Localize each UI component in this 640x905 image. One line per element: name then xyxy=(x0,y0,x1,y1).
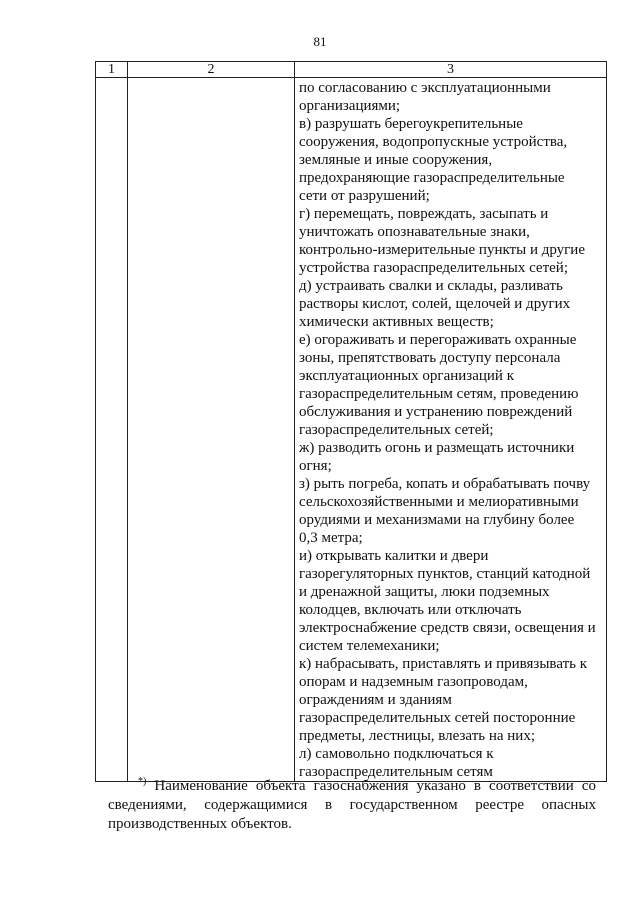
text-line: сооружения, водопропускные устройства, xyxy=(299,134,568,150)
text-line: земляные и иные сооружения, xyxy=(299,152,493,168)
text-line: 0,3 метра; xyxy=(299,530,363,546)
text-line: уничтожать опознавательные знаки, xyxy=(299,224,530,240)
text-line: л) самовольно подключаться к xyxy=(299,746,494,762)
text-line: д) устраивать свалки и склады, разливать xyxy=(299,278,563,294)
document-table xyxy=(95,61,607,782)
text-line: контрольно-измерительные пункты и другие xyxy=(299,242,585,258)
text-line: организациями; xyxy=(299,98,401,114)
footnote-line: производственных объектов. xyxy=(108,816,292,832)
text-line: огня; xyxy=(299,458,332,474)
text-line: сельскохозяйственными и мелиоративными xyxy=(299,494,579,510)
text-line: ж) разводить огонь и размещать источники xyxy=(299,440,575,456)
table-cell-col3 xyxy=(295,78,607,782)
text-line: ограждениям и зданиям xyxy=(299,692,452,708)
text-line: предметы, лестницы, влезать на них; xyxy=(299,728,536,744)
text-line: предохраняющие газораспределительные xyxy=(299,170,565,186)
text-line: з) рыть погреба, копать и обрабатывать почву xyxy=(299,476,591,492)
text-line: опорам и надземным газопроводам, xyxy=(299,674,528,690)
text-line: зоны, препятствовать доступу персонала xyxy=(299,350,561,366)
text-line: растворы кислот, солей, щелочей и других xyxy=(299,296,571,312)
text-line: электроснабжение средств связи, освещения и xyxy=(299,620,596,636)
page-number: 81 xyxy=(313,34,327,49)
text-line: газораспределительным сетям xyxy=(299,764,493,780)
text-line: по согласованию с эксплуатационными xyxy=(299,80,551,96)
footnote xyxy=(108,777,596,834)
text-line: газораспределительным сетям, проведению xyxy=(299,386,579,402)
footnote-text: Наименование объекта газоснабжения указано в соответствии со xyxy=(154,778,596,794)
text-line: и дренажной защиты, люки подземных xyxy=(299,584,550,600)
table-cell-col2 xyxy=(128,78,295,782)
text-line: газораспределительных сетей посторонние xyxy=(299,710,576,726)
text-line: е) огораживать и перегораживать охранные xyxy=(299,332,577,348)
text-line: обслуживания и устранению повреждений xyxy=(299,404,573,420)
table-header-row xyxy=(96,62,607,78)
text-line: и) открывать калитки и двери xyxy=(299,548,489,564)
text-line: химически активных веществ; xyxy=(299,314,494,330)
text-line: сети от разрушений; xyxy=(299,188,430,204)
text-line: систем телемеханики; xyxy=(299,638,440,654)
column-header-1: 1 xyxy=(96,62,128,78)
text-line: г) перемещать, повреждать, засыпать и xyxy=(299,206,549,222)
text-line: колодцев, включать или отключать xyxy=(299,602,522,618)
text-line: газорегуляторных пунктов, станций катодной xyxy=(299,566,591,582)
text-line: орудиями и механизмами на глубину более xyxy=(299,512,575,528)
text-line: устройства газораспределительных сетей; xyxy=(299,260,568,276)
column-header-3: 3 xyxy=(295,62,607,78)
footnote-line xyxy=(108,777,596,796)
text-line: в) разрушать берегоукрепительные xyxy=(299,116,523,132)
footnote-marker: *) xyxy=(138,776,147,787)
table-cell-col1 xyxy=(96,78,128,782)
text-line: газораспределительных сетей; xyxy=(299,422,494,438)
text-line: к) набрасывать, приставлять и привязывать к xyxy=(299,656,588,672)
table-row xyxy=(96,78,607,782)
footnote-line: сведениями, содержащимися в государственном реестре опасных xyxy=(108,797,596,813)
column-header-2: 2 xyxy=(128,62,295,78)
text-line: эксплуатационных организаций к xyxy=(299,368,514,384)
